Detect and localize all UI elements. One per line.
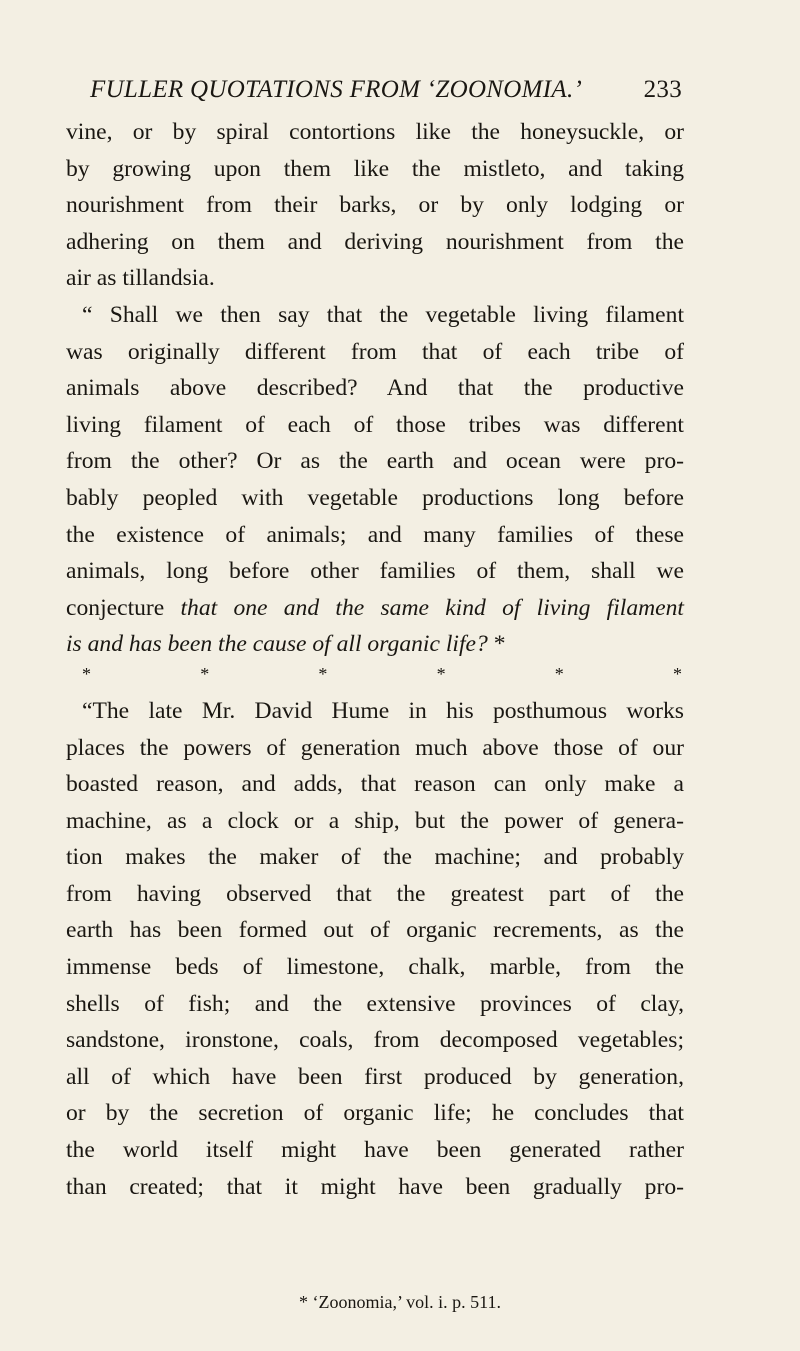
text-italic: is and has been the cause of all organic life? — [66, 631, 488, 658]
text-line: adhering on them and deriving nourishment from the — [66, 228, 684, 255]
section-break — [66, 659, 684, 689]
asterisk: * — [200, 663, 210, 684]
text-line: air as tillandsia. — [66, 265, 215, 292]
asterisk: * — [554, 663, 564, 684]
text-line: “ Shall we then say that the vegetable living filament — [82, 301, 684, 328]
text-line: sandstone, ironstone, coals, from decomposed vegetables; — [66, 1027, 684, 1054]
text-line: animals, long before other families of them, shall we — [66, 558, 684, 585]
text-line: the world itself might have been generated rather — [66, 1137, 684, 1164]
text-line: vine, or by spiral contortions like the honeysuckle, or — [66, 119, 684, 145]
text-line: all of which have been first produced by generation, — [66, 1063, 684, 1090]
text-line: immense beds of limestone, chalk, marble, from the — [66, 954, 684, 981]
text-line-italic — [66, 626, 684, 663]
text-line: living filament of each of those tribes was different — [66, 411, 684, 438]
footnote: * ‘Zoonomia,’ vol. i. p. 511. — [299, 1292, 501, 1312]
asterisk: * — [82, 663, 91, 684]
text-line: boasted reason, and adds, that reason can only make a — [66, 771, 684, 798]
text-line: bably peopled with vegetable productions long before — [66, 484, 684, 511]
running-header — [90, 76, 682, 104]
asterisk: * — [436, 663, 446, 684]
text-line-mixed — [66, 590, 684, 627]
text-line: “The late Mr. David Hume in his posthumous works — [82, 697, 684, 724]
text-line: from having observed that the greatest part of the — [66, 880, 684, 907]
text-line: places the powers of generation much above those of our — [66, 734, 684, 761]
text-line: shells of fish; and the extensive provinces of clay, — [66, 990, 684, 1017]
text-roman: conjecture — [66, 594, 165, 621]
text-line: nourishment from their barks, or by only lodging or — [66, 192, 684, 219]
text-line: by growing upon them like the mistleto, and taking — [66, 155, 684, 182]
running-title: FULLER QUOTATIONS FROM ‘ZOONOMIA.’ — [90, 76, 583, 103]
footnote-marker: * — [487, 631, 506, 658]
asterisk: * — [672, 663, 682, 684]
text-line: the existence of animals; and many families of these — [66, 521, 684, 548]
asterisk: * — [318, 663, 328, 684]
page-number: 233 — [643, 76, 682, 103]
text-italic: that one and the same kind of living filament — [180, 594, 684, 621]
text-line: animals above described? And that the productive — [66, 375, 684, 402]
text-line: was originally different from that of each tribe of — [66, 338, 684, 365]
text-line: or by the secretion of organic life; he concludes that — [66, 1100, 684, 1127]
text-line: than created; that it might have been gradually pro- — [66, 1173, 684, 1200]
body-text — [66, 114, 684, 1205]
text-line: machine, as a clock or a ship, but the power of genera- — [66, 807, 684, 834]
text-line: from the other? Or as the earth and ocean were pro- — [66, 448, 684, 475]
text-line: earth has been formed out of organic recrements, as the — [66, 917, 684, 944]
text-line: tion makes the maker of the machine; and probably — [66, 844, 684, 871]
